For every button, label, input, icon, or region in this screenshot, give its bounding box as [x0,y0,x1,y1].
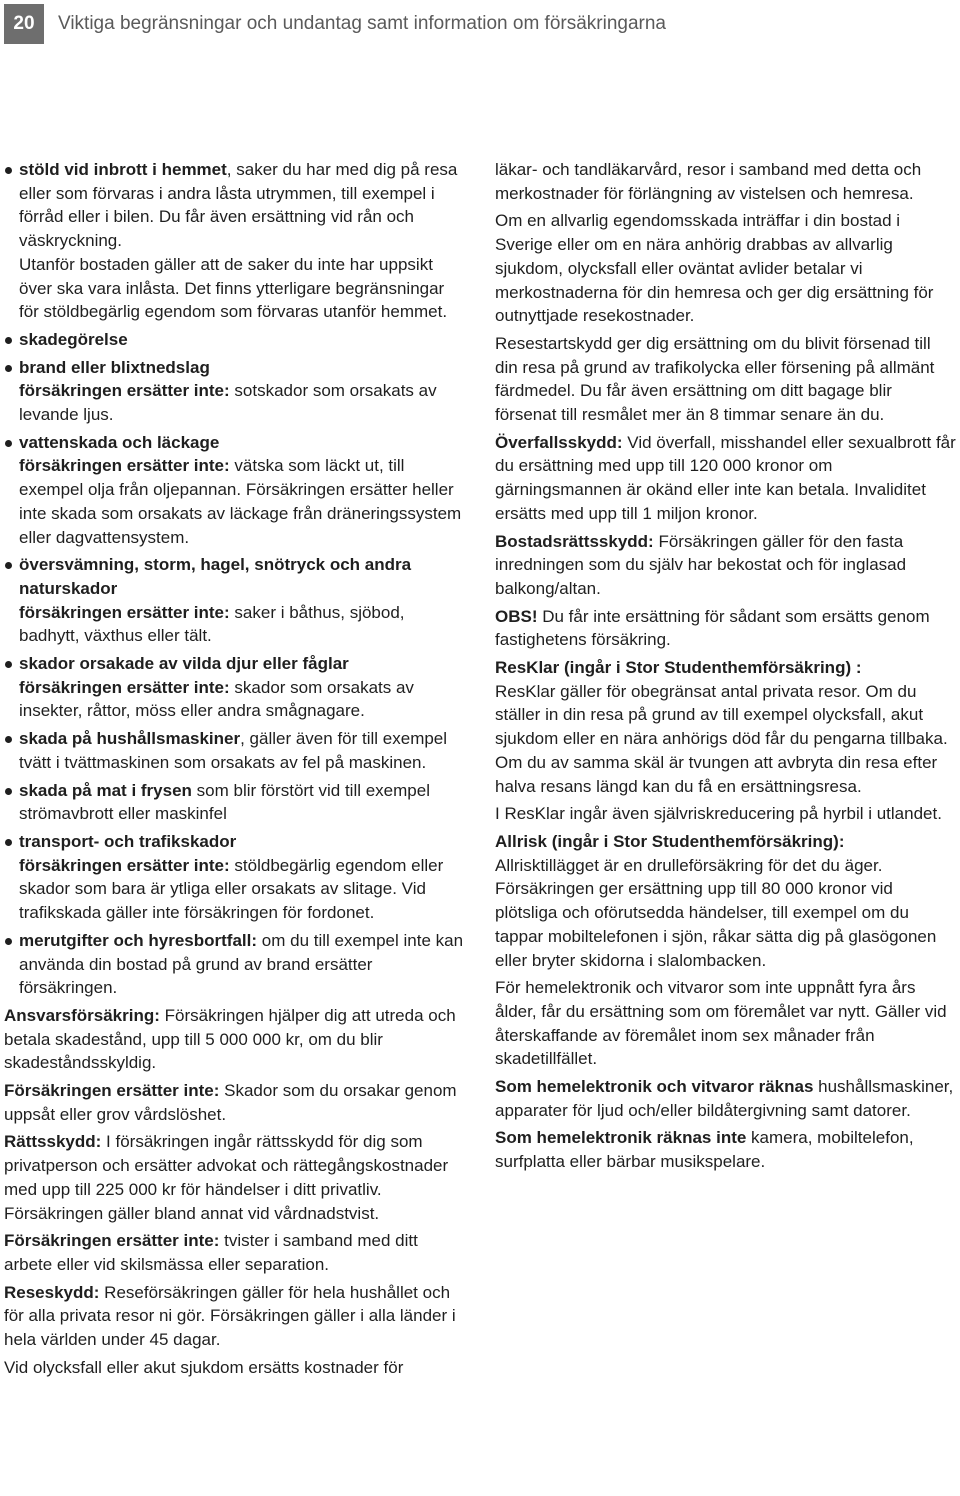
paragraph-rattsskydd-exclusion [4,1229,464,1276]
exclusion-label: Försäkringen ersätter inte: [4,1081,220,1101]
list-item [4,652,464,723]
list-item-text: som blir förstört vid till exempel strömavbrott eller maskinfel [19,780,430,824]
page-header [0,0,960,50]
list-item-heading: skadegörelse [19,329,128,349]
page-number: 20 [4,4,44,44]
paragraph-reseskydd-cont: Vid olycksfall eller akut sjukdom ersätts kostnader för [4,1357,404,1377]
section-label: Rättsskydd: [4,1132,102,1152]
paragraph-bostadsrattsskydd [495,530,957,601]
list-item-heading: vattenskada och läckage [19,432,220,452]
list-item [4,158,464,324]
section-text: kamera, mobiltelefon, surfplatta eller bärbar musikspelare. [495,1128,914,1172]
paragraph-obs [495,605,957,652]
paragraph: läkar- och tandläkarvård, resor i samband med detta och merkostnader för förlängning av vistelsen och hemresa. [495,160,922,203]
paragraph-ansvar [4,1004,464,1075]
exclusion-label: försäkringen ersätter inte: [19,855,230,875]
section-heading: Allrisk (ingår i Stor Studenthemförsäkring): [495,831,845,851]
list-item-heading: skador orsakade av vilda djur eller fåglar [19,654,349,674]
list-item-heading: merutgifter och hyresbortfall: [19,930,258,950]
exclusion-text: saker i båthus, sjöbod, badhytt, växthus eller tält. [19,602,405,646]
list-item-text: , gäller även för till exempel tvätt i tvättmaskinen som orsakats av fel på maskinen. [19,729,448,772]
exclusion-text: skador som orsakats av insekter, råttor, möss eller andra smågnagare. [19,677,414,721]
paragraph-rattsskydd [4,1130,464,1225]
list-item-text: om du till exempel inte kan använda din bostad på grund av brand ersätter försäkringen. [19,930,464,998]
resklar-heading [495,656,957,680]
section-heading: ResKlar (ingår i Stor Studenthemförsäkring) : [495,658,862,678]
paragraph: ResKlar gäller för obegränsat antal privata resor. Om du ställer in din resa på grund av till exempel olycksfall, akut sjukdom eller en nära anhörigs död får du pengarna tillbaka. Om du av samma skäl är tvungen att avbryta din resa efter halva resans längd kan du få en ersättningsresa. [495,681,948,796]
section-label: Överfallsskydd: [495,432,623,452]
exclusion-text: tvister i samband med ditt arbete eller vid skilsmässa eller separation. [4,1231,418,1274]
exclusion-label: Försäkringen ersätter inte: [4,1231,220,1251]
list-item-heading: översvämning, storm, hagel, snötryck och andra naturskador [19,555,412,598]
exclusion-text: sotskador som orsakats av levande ljus. [19,381,437,425]
paragraph-overfallsskydd [495,431,957,526]
list-item-heading: skada på mat i frysen [19,780,192,800]
section-text: Försäkringen hjälper dig att utreda och betala skadestånd, upp till 5 000 000 kr, om du blir skadeståndsskyldig. [4,1005,456,1073]
list-item [4,929,464,1000]
section-label: Reseskydd: [4,1282,100,1302]
list-item [4,779,464,826]
section-label: Ansvarsförsäkring: [4,1005,160,1025]
paragraph: I ResKlar ingår även självriskreducering på hyrbil i utlandet. [495,804,942,824]
list-item-heading: stöld vid inbrott i hemmet [19,160,227,179]
section-label: Som hemelektronik räknas inte [495,1128,747,1148]
list-item-text: Utanför bostaden gäller att de saker du inte har uppsikt över ska vara inlåsta. Det finns ytterligare begränsningar för stöldbegärlig egendom som förvaras utanför hemmet. [19,254,448,322]
list-item [4,830,464,925]
list-item [4,431,464,550]
list-item [4,727,464,774]
section-text: Försäkringen gäller för den fasta inredningen som du själv har bekostat och för inglasad balkong/altan. [495,531,907,598]
paragraph-hemelektronik [495,1075,957,1122]
right-column [495,158,957,1178]
section-text: I försäkringen ingår rättsskydd för dig som privatperson och ersätter advokat och rättegångskostnader med upp till 225 000 kr för händelser i ditt privatliv. Försäkringen gäller bland annat vid vårdnadstvist. [4,1132,449,1223]
exclusion-text: stöldbegärlig egendom eller skador som bara är ytliga eller orsakats av slitage. Vid trafikskada gäller inte försäkringen för fordonet. [19,855,444,923]
paragraph-hemelektronik-inte [495,1126,957,1173]
paragraph: Om en allvarlig egendomsskada inträffar i din bostad i Sverige eller om en nära anhörig drabbas av allvarlig sjukdom, olycksfall eller oväntat avlider betalar vi merkostnaderna för din hemresa och ger dig ersättning för outnyttjade resekostnader. [495,211,934,326]
section-text: hushållsmaskiner, apparater för ljud och/eller bildåtergivning samt datorer. [495,1077,954,1120]
list-item [4,356,464,427]
exclusion-text: Skador som du orsakar genom uppsåt eller grov vårdslöshet. [4,1081,457,1124]
section-label: Bostadsrättsskydd: [495,531,654,551]
running-head-title: Viktiga begränsningar och undantag samt information om försäkringarna [58,13,666,34]
section-text: Vid överfall, misshandel eller sexualbrott får du ersättning med upp till 120 000 kronor om gärningsmannen är okänd eller inte kan betala. Invaliditet ersätts med upp till 1 miljon kronor. [495,432,956,523]
exclusion-text: vätska som läckt ut, till exempel olja från oljepannan. Försäkringen ersätter heller inte skada som orsakats av läckage från dräneringssystem eller dagvattensystem. [19,456,462,547]
section-text: Reseförsäkringen gäller för hela hushållet och för alla privata resor ni gör. Försäkringen gäller i alla länder i hela världen under 45 dagar. [4,1282,456,1350]
exclusion-label: försäkringen ersätter inte: [19,456,230,476]
paragraph-ansvar-exclusion [4,1079,464,1126]
paragraph: Resestartskydd ger dig ersättning om du blivit försenad till din resa på grund av trafikolycka eller försening på allmänt färdmedel. Du får även ersättning om ditt bagage blir försenat till resmålet mer än 8 timmar senare än du. [495,333,935,425]
exclusion-label: försäkringen ersätter inte: [19,677,230,697]
list-item [4,553,464,648]
section-label: Som hemelektronik och vitvaror räknas [495,1077,814,1097]
list-item [4,328,464,352]
allrisk-heading [495,830,957,854]
left-column [4,158,464,1383]
list-item-heading: skada på hushållsmaskiner [19,729,241,749]
paragraph: Allrisktillägget är en drulleförsäkring för det du äger. Försäkringen ger ersättning upp till 80 000 kronor vid plötsliga och oförutsedda händelser, till exempel om du tappar mobiltelefonen i sjön, råkar sätta dig på glasögonen eller bryter skidorna i slalombacken. [495,855,937,970]
paragraph: För hemelektronik och vitvaror som inte uppnått fyra års ålder, får du ersättning som om föremålet var nytt. Gäller vid återskaffande av föremålet inom sex månader från skadetillfället. [495,978,947,1069]
obs-label: OBS! [495,606,538,626]
paragraph-reseskydd [4,1281,464,1352]
exclusion-label: försäkringen ersätter inte: [19,381,230,401]
list-item-heading: transport- och trafikskador [19,831,237,851]
list-item-text: , saker du har med dig på resa eller som förvaras i andra låsta utrymmen, till exempel i förråd eller i bilen. Du får även ersättning vid rån och väskryckning. [19,160,458,251]
section-text: Du får inte ersättning för sådant som ersätts genom fastighetens försäkring. [495,606,930,650]
exclusion-label: försäkringen ersätter inte: [19,602,230,622]
list-item-heading: brand eller blixtnedslag [19,357,210,377]
